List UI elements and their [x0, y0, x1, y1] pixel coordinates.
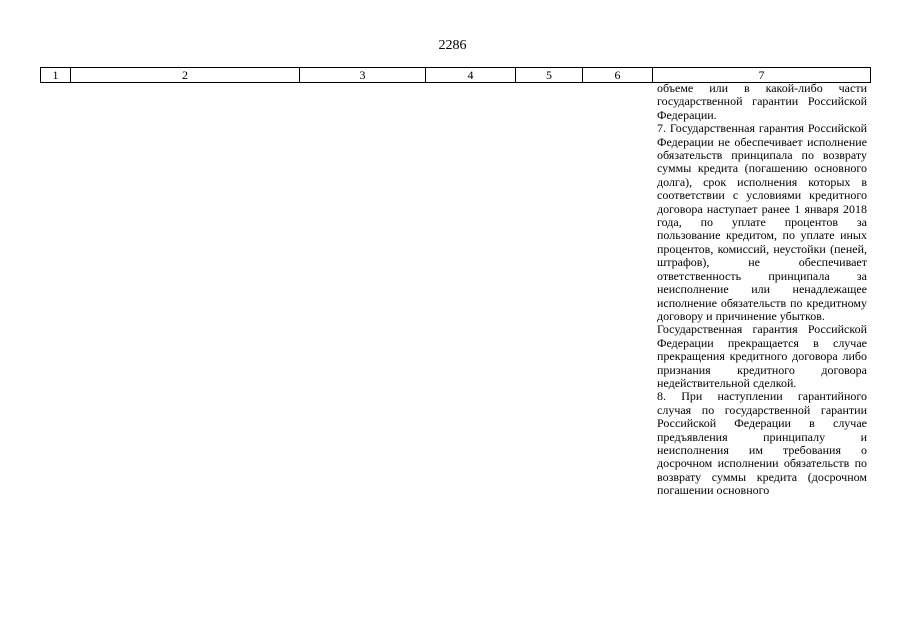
header-cell-6: 6 — [583, 68, 653, 83]
paragraph-continuation: объеме или в какой-либо части государственной гарантии Российской Федерации. — [657, 81, 867, 122]
header-cell-4: 4 — [426, 68, 516, 83]
header-cell-1: 1 — [41, 68, 71, 83]
header-cell-7: 7 — [653, 68, 871, 83]
page-number: 2286 — [438, 38, 467, 53]
header-cell-2: 2 — [71, 68, 300, 83]
header-cell-5: 5 — [516, 68, 583, 83]
paragraph-guarantee-termination: Государственная гарантия Российской Федерации прекращается в случае прекращения кредитного договора либо признания кредитного договора недействительной сделкой. — [657, 322, 867, 390]
header-cell-3: 3 — [300, 68, 426, 83]
paragraph-7: 7. Государственная гарантия Российской Федерации не обеспечивает исполнение обязательств принципала по возврату суммы кредита (погашению основного долга), срок исполнения которых в соответствии с условиями кредитного договора наступает ранее 1 января 2018 года, по уплате процентов за пользование кредитом, по уплате иных процентов, комиссий, неустойки (пеней, штрафов), не обеспечивает ответственность принципала за неисполнение или ненадлежащее исполнение обязательств по кредитному договору и причинение убытков. — [657, 121, 867, 323]
paragraph-8: 8. При наступлении гарантийного случая по государственной гарантии Российской Федерации в случае предъявления принципалу и неисполнения им требования о досрочном исполнении обязательств по возврату суммы кредита (досрочном погашении основного — [657, 389, 867, 498]
column-7-text — [657, 82, 867, 498]
